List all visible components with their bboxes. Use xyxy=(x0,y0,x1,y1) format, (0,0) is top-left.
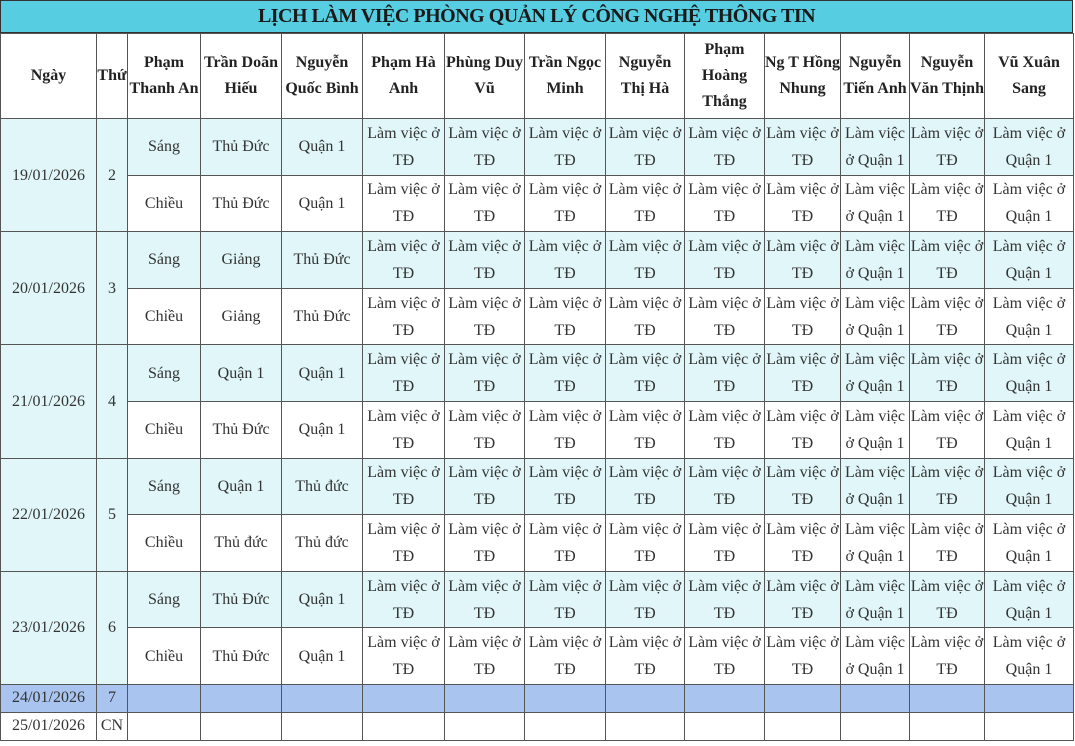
empty-cell[interactable] xyxy=(765,684,841,712)
sunday-row xyxy=(1,712,1074,740)
assignment-cell[interactable]: Làm việc ở Quận 1 xyxy=(841,119,910,176)
assignment-cell[interactable]: Làm việc ở TĐ xyxy=(606,345,685,402)
schedule-row xyxy=(1,458,1074,515)
assignment-cell[interactable]: Thủ Đức xyxy=(201,628,282,685)
assignment-cell[interactable]: Làm việc ở Quận 1 xyxy=(985,232,1074,289)
assignment-cell[interactable]: Làm việc ở TĐ xyxy=(445,515,525,572)
schedule-row xyxy=(1,571,1074,628)
assignment-cell[interactable]: Làm việc ở TĐ xyxy=(765,175,841,232)
sheet-title[interactable]: LỊCH LÀM VIỆC PHÒNG QUẢN LÝ CÔNG NGHỆ THÔNG TIN xyxy=(0,0,1073,33)
date-cell[interactable]: 19/01/2026 xyxy=(1,119,97,232)
empty-cell[interactable] xyxy=(128,712,201,740)
header-vu-xuan-sang[interactable]: Vũ Xuân Sang xyxy=(985,34,1074,119)
assignment-cell[interactable]: Thủ Đức xyxy=(201,571,282,628)
empty-cell[interactable] xyxy=(841,684,910,712)
assignment-cell[interactable]: Làm việc ở TĐ xyxy=(445,119,525,176)
assignment-cell[interactable]: Thủ đức xyxy=(282,515,363,572)
assignment-cell[interactable]: Làm việc ở TĐ xyxy=(910,288,985,345)
session-cell[interactable]: Sáng xyxy=(128,571,201,628)
assignment-cell[interactable]: Làm việc ở TĐ xyxy=(765,232,841,289)
assignment-cell[interactable]: Làm việc ở TĐ xyxy=(765,458,841,515)
header-date[interactable]: Ngày xyxy=(1,34,97,119)
empty-cell[interactable] xyxy=(201,712,282,740)
assignment-cell[interactable]: Làm việc ở TĐ xyxy=(685,232,765,289)
header-phung-duy-vu[interactable]: Phùng Duy Vũ xyxy=(445,34,525,119)
assignment-cell[interactable]: Làm việc ở TĐ xyxy=(606,571,685,628)
assignment-cell[interactable]: Làm việc ở Quận 1 xyxy=(985,628,1074,685)
assignment-cell[interactable]: Làm việc ở TĐ xyxy=(685,515,765,572)
assignment-cell[interactable]: Làm việc ở TĐ xyxy=(363,345,445,402)
weekday-cell[interactable]: 3 xyxy=(97,232,128,345)
assignment-cell[interactable]: Làm việc ở TĐ xyxy=(910,628,985,685)
assignment-cell[interactable]: Làm việc ở TĐ xyxy=(606,175,685,232)
assignment-cell[interactable]: Làm việc ở TĐ xyxy=(910,401,985,458)
assignment-cell[interactable]: Thủ Đức xyxy=(282,232,363,289)
assignment-cell[interactable]: Làm việc ở TĐ xyxy=(525,119,606,176)
header-pham-thanh-an[interactable]: Phạm Thanh An xyxy=(128,34,201,119)
assignment-cell[interactable]: Làm việc ở Quận 1 xyxy=(841,232,910,289)
header-pham-ha-anh[interactable]: Phạm Hà Anh xyxy=(363,34,445,119)
assignment-cell[interactable]: Làm việc ở TĐ xyxy=(685,571,765,628)
assignment-cell[interactable]: Thủ đức xyxy=(282,458,363,515)
empty-cell[interactable] xyxy=(525,684,606,712)
date-cell[interactable]: 22/01/2026 xyxy=(1,458,97,571)
session-cell[interactable]: Chiều xyxy=(128,175,201,232)
assignment-cell[interactable]: Làm việc ở TĐ xyxy=(445,571,525,628)
assignment-cell[interactable]: Làm việc ở Quận 1 xyxy=(985,119,1074,176)
session-cell[interactable]: Chiều xyxy=(128,401,201,458)
assignment-cell[interactable]: Làm việc ở Quận 1 xyxy=(841,571,910,628)
assignment-cell[interactable]: Làm việc ở TĐ xyxy=(685,458,765,515)
schedule-row xyxy=(1,288,1074,345)
assignment-cell[interactable]: Làm việc ở TĐ xyxy=(606,628,685,685)
assignment-cell[interactable]: Làm việc ở Quận 1 xyxy=(841,628,910,685)
assignment-cell[interactable]: Làm việc ở TĐ xyxy=(363,175,445,232)
schedule-row xyxy=(1,515,1074,572)
assignment-cell[interactable]: Làm việc ở TĐ xyxy=(363,288,445,345)
empty-cell[interactable] xyxy=(985,684,1074,712)
assignment-cell[interactable]: Làm việc ở TĐ xyxy=(525,515,606,572)
assignment-cell[interactable]: Làm việc ở Quận 1 xyxy=(841,175,910,232)
empty-cell[interactable] xyxy=(765,712,841,740)
weekday-cell[interactable]: 7 xyxy=(97,684,128,712)
assignment-cell[interactable]: Làm việc ở TĐ xyxy=(445,232,525,289)
assignment-cell[interactable]: Làm việc ở TĐ xyxy=(445,175,525,232)
header-ng-t-hong-nhung[interactable]: Ng T Hồng Nhung xyxy=(765,34,841,119)
weekday-cell[interactable]: 6 xyxy=(97,571,128,684)
empty-cell[interactable] xyxy=(841,712,910,740)
empty-cell[interactable] xyxy=(445,684,525,712)
assignment-cell[interactable]: Làm việc ở TĐ xyxy=(525,288,606,345)
assignment-cell[interactable]: Làm việc ở TĐ xyxy=(765,515,841,572)
assignment-cell[interactable]: Làm việc ở TĐ xyxy=(525,232,606,289)
assignment-cell[interactable]: Làm việc ở Quận 1 xyxy=(985,345,1074,402)
assignment-cell[interactable]: Làm việc ở TĐ xyxy=(606,232,685,289)
assignment-cell[interactable]: Làm việc ở TĐ xyxy=(910,175,985,232)
schedule-row xyxy=(1,345,1074,402)
session-cell[interactable]: Chiều xyxy=(128,628,201,685)
session-cell[interactable]: Chiều xyxy=(128,288,201,345)
header-nguyen-van-thinh[interactable]: Nguyễn Văn Thịnh xyxy=(910,34,985,119)
date-cell[interactable]: 23/01/2026 xyxy=(1,571,97,684)
header-tran-doan-hieu[interactable]: Trần Doãn Hiếu xyxy=(201,34,282,119)
assignment-cell[interactable]: Làm việc ở TĐ xyxy=(363,628,445,685)
empty-cell[interactable] xyxy=(910,684,985,712)
assignment-cell[interactable]: Làm việc ở TĐ xyxy=(606,119,685,176)
assignment-cell[interactable]: Làm việc ở TĐ xyxy=(525,628,606,685)
assignment-cell[interactable]: Quận 1 xyxy=(282,345,363,402)
assignment-cell[interactable]: Làm việc ở TĐ xyxy=(765,571,841,628)
assignment-cell[interactable]: Làm việc ở Quận 1 xyxy=(985,515,1074,572)
assignment-cell[interactable]: Làm việc ở Quận 1 xyxy=(985,401,1074,458)
assignment-cell[interactable]: Làm việc ở TĐ xyxy=(685,628,765,685)
assignment-cell[interactable]: Thủ Đức xyxy=(282,288,363,345)
assignment-cell[interactable]: Làm việc ở TĐ xyxy=(910,458,985,515)
assignment-cell[interactable]: Làm việc ở Quận 1 xyxy=(985,288,1074,345)
assignment-cell[interactable]: Làm việc ở TĐ xyxy=(363,119,445,176)
assignment-cell[interactable]: Làm việc ở TĐ xyxy=(525,175,606,232)
empty-cell[interactable] xyxy=(363,712,445,740)
assignment-cell[interactable]: Thủ Đức xyxy=(201,175,282,232)
assignment-cell[interactable]: Làm việc ở TĐ xyxy=(525,401,606,458)
assignment-cell[interactable]: Làm việc ở TĐ xyxy=(910,515,985,572)
assignment-cell[interactable]: Làm việc ở TĐ xyxy=(910,119,985,176)
header-nguyen-thi-ha[interactable]: Nguyễn Thị Hà xyxy=(606,34,685,119)
empty-cell[interactable] xyxy=(201,684,282,712)
assignment-cell[interactable]: Làm việc ở TĐ xyxy=(445,401,525,458)
header-row xyxy=(1,34,1074,119)
date-cell[interactable]: 20/01/2026 xyxy=(1,232,97,345)
schedule-row xyxy=(1,175,1074,232)
assignment-cell[interactable]: Làm việc ở TĐ xyxy=(445,628,525,685)
assignment-cell[interactable]: Làm việc ở TĐ xyxy=(363,232,445,289)
assignment-cell[interactable]: Làm việc ở Quận 1 xyxy=(985,175,1074,232)
schedule-row xyxy=(1,119,1074,176)
assignment-cell[interactable]: Làm việc ở TĐ xyxy=(910,232,985,289)
assignment-cell[interactable]: Làm việc ở TĐ xyxy=(606,401,685,458)
header-tran-ngoc-minh[interactable]: Trần Ngọc Minh xyxy=(525,34,606,119)
assignment-cell[interactable]: Làm việc ở TĐ xyxy=(525,571,606,628)
empty-cell[interactable] xyxy=(445,712,525,740)
assignment-cell[interactable]: Làm việc ở TĐ xyxy=(685,288,765,345)
assignment-cell[interactable]: Thủ đức xyxy=(201,515,282,572)
assignment-cell[interactable]: Làm việc ở TĐ xyxy=(606,515,685,572)
date-cell[interactable]: 21/01/2026 xyxy=(1,345,97,458)
empty-cell[interactable] xyxy=(282,684,363,712)
assignment-cell[interactable]: Làm việc ở TĐ xyxy=(525,458,606,515)
assignment-cell[interactable]: Làm việc ở Quận 1 xyxy=(985,571,1074,628)
assignment-cell[interactable]: Thủ Đức xyxy=(201,119,282,176)
assignment-cell[interactable]: Làm việc ở TĐ xyxy=(525,345,606,402)
empty-cell[interactable] xyxy=(606,712,685,740)
assignment-cell[interactable]: Làm việc ở Quận 1 xyxy=(841,345,910,402)
assignment-cell[interactable]: Làm việc ở Quận 1 xyxy=(985,458,1074,515)
assignment-cell[interactable]: Làm việc ở TĐ xyxy=(685,345,765,402)
assignment-cell[interactable]: Làm việc ở TĐ xyxy=(363,571,445,628)
assignment-cell[interactable]: Làm việc ở TĐ xyxy=(363,458,445,515)
assignment-cell[interactable]: Làm việc ở TĐ xyxy=(765,401,841,458)
header-nguyen-tien-anh[interactable]: Nguyễn Tiến Anh xyxy=(841,34,910,119)
assignment-cell[interactable]: Làm việc ở TĐ xyxy=(445,458,525,515)
assignment-cell[interactable]: Làm việc ở TĐ xyxy=(765,628,841,685)
assignment-cell[interactable]: Làm việc ở TĐ xyxy=(765,345,841,402)
header-weekday[interactable]: Thứ xyxy=(97,34,128,119)
assignment-cell[interactable]: Làm việc ở TĐ xyxy=(363,515,445,572)
assignment-cell[interactable]: Quận 1 xyxy=(282,175,363,232)
assignment-cell[interactable]: Quận 1 xyxy=(282,401,363,458)
assignment-cell[interactable]: Làm việc ở TĐ xyxy=(606,288,685,345)
assignment-cell[interactable]: Quận 1 xyxy=(201,345,282,402)
weekday-cell[interactable]: CN xyxy=(97,712,128,740)
session-cell[interactable]: Sáng xyxy=(128,232,201,289)
session-cell[interactable]: Chiều xyxy=(128,515,201,572)
assignment-cell[interactable]: Làm việc ở TĐ xyxy=(685,119,765,176)
session-cell[interactable]: Sáng xyxy=(128,458,201,515)
assignment-cell[interactable]: Làm việc ở TĐ xyxy=(765,119,841,176)
date-cell[interactable]: 24/01/2026 xyxy=(1,684,97,712)
empty-cell[interactable] xyxy=(525,712,606,740)
assignment-cell[interactable]: Làm việc ở TĐ xyxy=(606,458,685,515)
assignment-cell[interactable]: Làm việc ở TĐ xyxy=(445,288,525,345)
assignment-cell[interactable]: Làm việc ở TĐ xyxy=(445,345,525,402)
schedule-row xyxy=(1,401,1074,458)
empty-cell[interactable] xyxy=(282,712,363,740)
saturday-row xyxy=(1,684,1074,712)
assignment-cell[interactable]: Thủ Đức xyxy=(201,401,282,458)
assignment-cell[interactable]: Làm việc ở TĐ xyxy=(910,571,985,628)
schedule-row xyxy=(1,628,1074,685)
weekday-cell[interactable]: 5 xyxy=(97,458,128,571)
empty-cell[interactable] xyxy=(128,684,201,712)
assignment-cell[interactable]: Làm việc ở Quận 1 xyxy=(841,288,910,345)
assignment-cell[interactable]: Làm việc ở TĐ xyxy=(685,175,765,232)
empty-cell[interactable] xyxy=(363,684,445,712)
empty-cell[interactable] xyxy=(910,712,985,740)
empty-cell[interactable] xyxy=(685,684,765,712)
session-cell[interactable]: Sáng xyxy=(128,345,201,402)
assignment-cell[interactable]: Quận 1 xyxy=(201,458,282,515)
assignment-cell[interactable]: Quận 1 xyxy=(282,119,363,176)
assignment-cell[interactable]: Làm việc ở TĐ xyxy=(910,345,985,402)
assignment-cell[interactable]: Làm việc ở Quận 1 xyxy=(841,401,910,458)
assignment-cell[interactable]: Làm việc ở TĐ xyxy=(765,288,841,345)
header-pham-hoang-thang[interactable]: Phạm Hoàng Thắng xyxy=(685,34,765,119)
assignment-cell[interactable]: Làm việc ở TĐ xyxy=(363,401,445,458)
assignment-cell[interactable]: Quận 1 xyxy=(282,628,363,685)
assignment-cell[interactable]: Quận 1 xyxy=(282,571,363,628)
weekday-cell[interactable]: 4 xyxy=(97,345,128,458)
assignment-cell[interactable]: Làm việc ở Quận 1 xyxy=(841,458,910,515)
assignment-cell[interactable]: Làm việc ở TĐ xyxy=(685,401,765,458)
header-nguyen-quoc-binh[interactable]: Nguyễn Quốc Bình xyxy=(282,34,363,119)
date-cell[interactable]: 25/01/2026 xyxy=(1,712,97,740)
session-cell[interactable]: Sáng xyxy=(128,119,201,176)
schedule-row xyxy=(1,232,1074,289)
assignment-cell[interactable]: Giảng xyxy=(201,288,282,345)
assignment-cell[interactable]: Làm việc ở Quận 1 xyxy=(841,515,910,572)
weekday-cell[interactable]: 2 xyxy=(97,119,128,232)
empty-cell[interactable] xyxy=(985,712,1074,740)
assignment-cell[interactable]: Giảng xyxy=(201,232,282,289)
empty-cell[interactable] xyxy=(606,684,685,712)
empty-cell[interactable] xyxy=(685,712,765,740)
schedule-table xyxy=(0,33,1074,741)
